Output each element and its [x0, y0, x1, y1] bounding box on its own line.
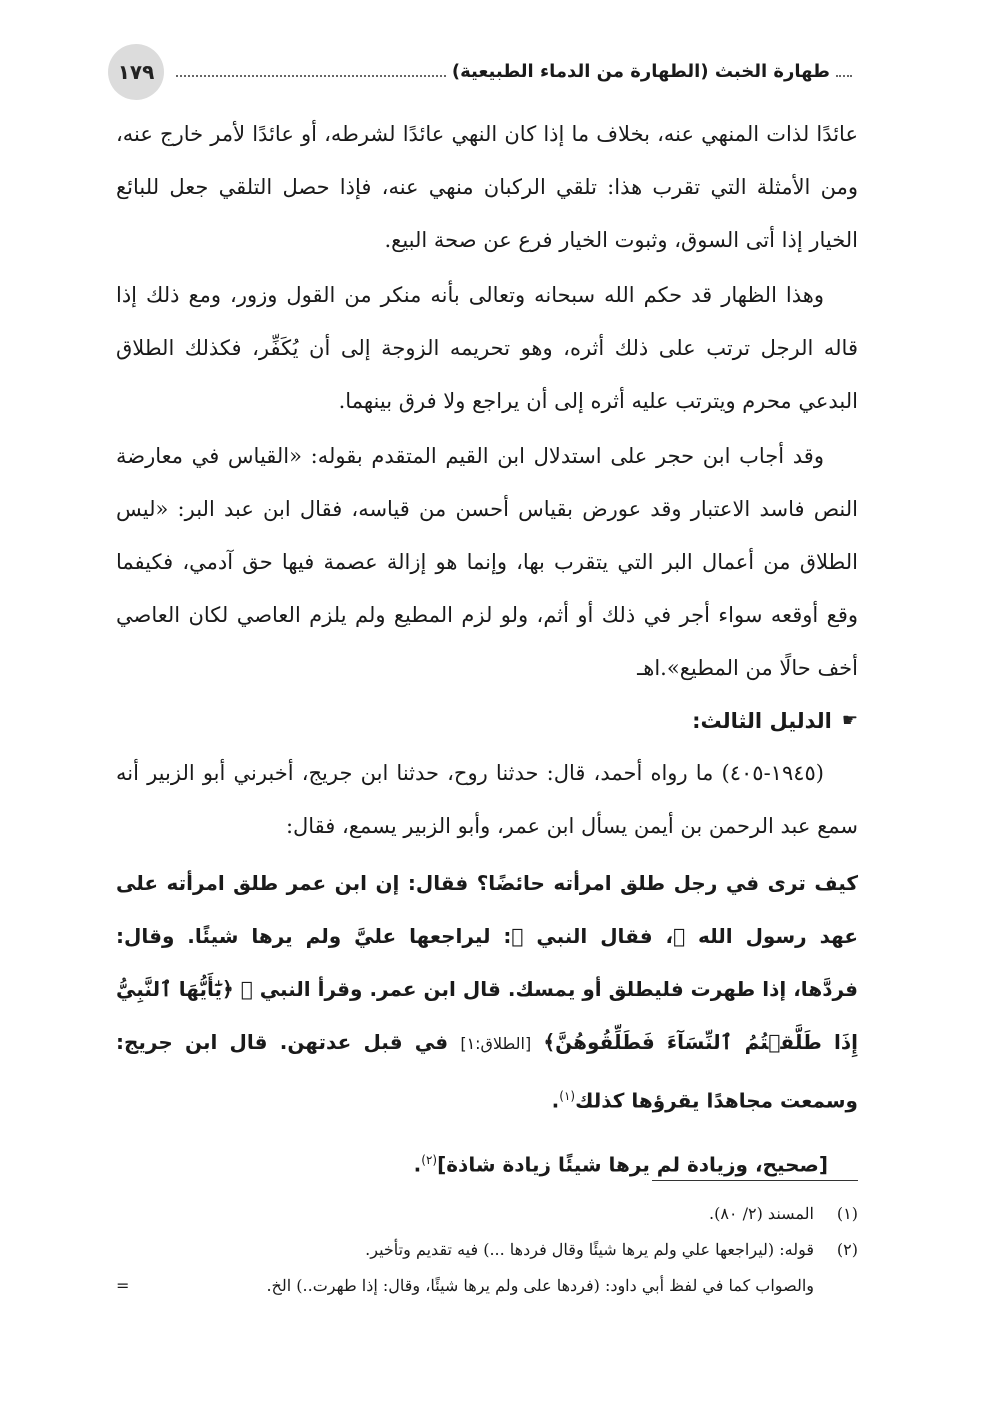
quran-reference: [الطلاق:١] [460, 1034, 532, 1053]
paragraph-4: (١٩٤٥-٤٠٥) ما رواه أحمد، قال: حدثنا روح، حدثنا ابن جريج، أخبرني أبو الزبير أنه سمع عبد الرحمن بن أيمن يسأل ابن عمر، وأبو الزبير يسمع، فقال: [116, 761, 858, 838]
paragraph-3: وقد أجاب ابن حجر على استدلال ابن القيم المتقدم بقوله: «القياس في معارضة النص فاسد الاعتبار وقد عورض بقياس أحسن من قياسه، فقال ابن عبد البر: «ليس الطلاق من أعمال البر التي يتقرب بها، وإنما هو إزالة عصمة فيها حق آدمي، فكيفما وقع أوقعه سواء أجر في ذلك أو أثم، ولو لزم المطيع ولم يلزم العاصي لكان العاصي أخف حالًا من المطيع».اهـ [116, 444, 858, 680]
running-header [176, 56, 852, 86]
footnote-2-continuation-text: والصواب كما في لفظ أبي داود: (فردها على ولم يرها شيئًا، وقال: إذا طهرت..) الخ. [266, 1276, 814, 1295]
section-heading [116, 695, 858, 747]
hand-pointer-icon: ☛ [841, 710, 858, 731]
footnote-1-text: المسند (٢/ ٨٠). [709, 1204, 814, 1223]
footnote-2 [116, 1232, 858, 1268]
footnotes [116, 1196, 858, 1304]
hadith-text [116, 857, 858, 1128]
page-number: ١٧٩ [108, 44, 164, 100]
footnote-marker-2[interactable]: (٢) [421, 1152, 438, 1167]
footnote-2-continuation [116, 1268, 858, 1304]
footnote-marker-1[interactable]: (١) [559, 1089, 576, 1103]
continuation-mark: = [116, 1276, 130, 1295]
footnote-1 [116, 1196, 858, 1232]
paragraph-2: وهذا الظهار قد حكم الله سبحانه وتعالى بأنه منكر من القول وزور، ومع ذلك إذا قاله الرجل ترتب على ذلك أثره، وهو تحريمه الزوجة إلى أن يُكَفِّر، فكذلك الطلاق البدعي محرم ويترتب عليه أثره إلى أن يراجع ولا فرق بينهما. [116, 283, 858, 413]
header-dots-left [176, 65, 446, 77]
hadith-part-1: كيف ترى في رجل طلق امرأته حائضًا؟ فقال: إن ابن عمر طلق امرأته على عهد رسول الله ﷺ، فقال النبي ﷺ: ليراجعها عليَّ ولم يرها شيئًا. وقال: فردَّها، إذا طهرت فليطلق أو يمسك. قال ابن عمر. وقرأ النبي ﷺ ﴿يَٰٓأَيُّهَا ٱلنَّبِيُّ إِذَا طَلَّقۡتُمُ ٱلنِّسَآءَ فَطَلِّقُوهُنَّ﴾ [116, 871, 858, 1054]
hadith-end: . [551, 1088, 560, 1113]
hadith-part-2: في قبل عدتهن. قال ابن جريج: وسمعت مجاهدًا يقرؤها كذلك [116, 1030, 858, 1113]
footnote-separator [652, 1180, 858, 1181]
grading-end: . [413, 1152, 422, 1177]
footnote-1-number: (١) [836, 1204, 858, 1223]
footnote-2-number: (٢) [836, 1240, 858, 1259]
heading-text: الدليل الثالث: [692, 709, 832, 733]
header-dots-right [836, 65, 852, 77]
paragraph-1: عائدًا لذات المنهي عنه، بخلاف ما إذا كان النهي عائدًا لشرطه، أو عائدًا لأمر خارج عنه، ومن الأمثلة التي تقرب هذا: تلقي الركبان منهي عنه، فإذا حصل التلقي جعل للبائع الخيار إذا أتى السوق، وثبوت الخيار فرع عن صحة البيع. [116, 122, 858, 252]
hadith-grading [116, 1130, 858, 1195]
main-text [116, 108, 858, 1194]
footnote-2-text: قوله: (ليراجعها علي ولم يرها شيئًا وقال فردها ...) فيه تقديم وتأخير. [365, 1240, 814, 1259]
grading-text: [صحيح، وزيادة لم يرها شيئًا زيادة شاذة] [437, 1152, 828, 1177]
running-title: طهارة الخبث (الطهارة من الدماء الطبيعية) [451, 60, 830, 82]
